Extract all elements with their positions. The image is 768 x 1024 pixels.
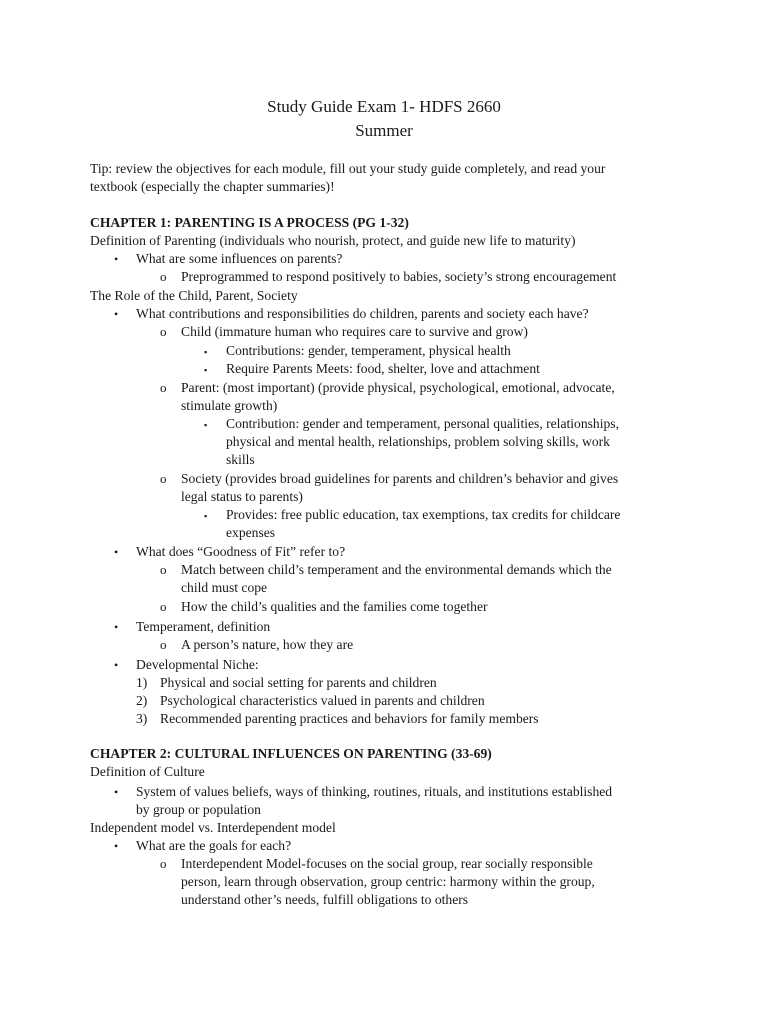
bullet-marker: •	[114, 839, 119, 853]
bullet-marker: •	[114, 252, 119, 266]
list-item: What are the goals for each?	[136, 838, 292, 853]
list-item: What contributions and responsibilities do children, parents and society each have?	[136, 306, 589, 321]
list-item-continued: understand other’s needs, fulfill obligations to others	[181, 892, 469, 907]
circle-marker: o	[160, 599, 167, 614]
tip-text-line-2: textbook (especially the chapter summaries)!	[90, 179, 335, 194]
list-number: 1)	[136, 675, 148, 690]
list-item: Contributions: gender, temperament, physical health	[226, 343, 511, 358]
tip-text-line-1: Tip: review the objectives for each module, fill out your study guide completely, and read your	[90, 161, 606, 176]
list-item-continued: skills	[226, 452, 255, 467]
chapter-1-heading: CHAPTER 1: PARENTING IS A PROCESS (PG 1-32)	[90, 215, 409, 230]
circle-marker: o	[160, 324, 167, 339]
circle-marker: o	[160, 269, 167, 284]
list-item-continued: by group or population	[136, 802, 261, 817]
list-item: Psychological characteristics valued in parents and children	[160, 693, 485, 708]
list-item: What does “Goodness of Fit” refer to?	[136, 544, 346, 559]
list-item: Developmental Niche:	[136, 657, 259, 672]
square-marker: ▪	[204, 511, 208, 521]
bullet-marker: •	[114, 785, 119, 799]
list-item-continued: expenses	[226, 525, 276, 540]
list-item: Require Parents Meets: food, shelter, love and attachment	[226, 361, 540, 376]
circle-marker: o	[160, 856, 167, 871]
list-item: A person’s nature, how they are	[181, 637, 354, 652]
list-item: How the child’s qualities and the families come together	[181, 599, 488, 614]
square-marker: ▪	[204, 365, 208, 375]
circle-marker: o	[160, 380, 167, 395]
circle-marker: o	[160, 637, 167, 652]
list-item: Physical and social setting for parents and children	[160, 675, 437, 690]
chapter-2-heading: CHAPTER 2: CULTURAL INFLUENCES ON PARENTING (33-69)	[90, 746, 492, 761]
bullet-marker: •	[114, 545, 119, 559]
list-item: Preprogrammed to respond positively to babies, society’s strong encouragement	[181, 269, 617, 284]
square-marker: ▪	[204, 347, 208, 357]
list-item-continued: stimulate growth)	[181, 398, 278, 413]
models-heading: Independent model vs. Interdependent model	[90, 820, 336, 835]
list-item: What are some influences on parents?	[136, 251, 343, 266]
culture-definition: Definition of Culture	[90, 764, 205, 779]
list-number: 3)	[136, 711, 148, 726]
bullet-marker: •	[114, 658, 119, 672]
bullet-marker: •	[114, 620, 119, 634]
list-item-continued: legal status to parents)	[181, 489, 303, 504]
list-number: 2)	[136, 693, 148, 708]
list-item-continued: physical and mental health, relationships, problem solving skills, work	[226, 434, 610, 449]
list-item-continued: child must cope	[181, 580, 268, 595]
list-item: Society (provides broad guidelines for parents and children’s behavior and gives	[181, 471, 619, 486]
list-item: Provides: free public education, tax exemptions, tax credits for childcare	[226, 507, 621, 522]
list-item: Child (immature human who requires care to survive and grow)	[181, 324, 528, 339]
list-item-continued: person, learn through observation, group centric: harmony within the group,	[181, 874, 595, 889]
document-title: Study Guide Exam 1- HDFS 2660	[267, 97, 501, 116]
square-marker: ▪	[204, 420, 208, 430]
list-item: Interdependent Model-focuses on the social group, rear socially responsible	[181, 856, 593, 871]
bullet-marker: •	[114, 307, 119, 321]
list-item: System of values beliefs, ways of thinking, routines, rituals, and institutions established	[136, 784, 613, 799]
document-subtitle: Summer	[355, 121, 413, 140]
list-item: Parent: (most important) (provide physical, psychological, emotional, advocate,	[181, 380, 615, 395]
parenting-definition: Definition of Parenting (individuals who nourish, protect, and guide new life to maturity)	[90, 233, 576, 248]
role-heading: The Role of the Child, Parent, Society	[90, 288, 298, 303]
list-item: Temperament, definition	[136, 619, 271, 634]
circle-marker: o	[160, 562, 167, 577]
list-item: Recommended parenting practices and behaviors for family members	[160, 711, 539, 726]
circle-marker: o	[160, 471, 167, 486]
list-item: Match between child’s temperament and the environmental demands which the	[181, 562, 612, 577]
list-item: Contribution: gender and temperament, personal qualities, relationships,	[226, 416, 619, 431]
